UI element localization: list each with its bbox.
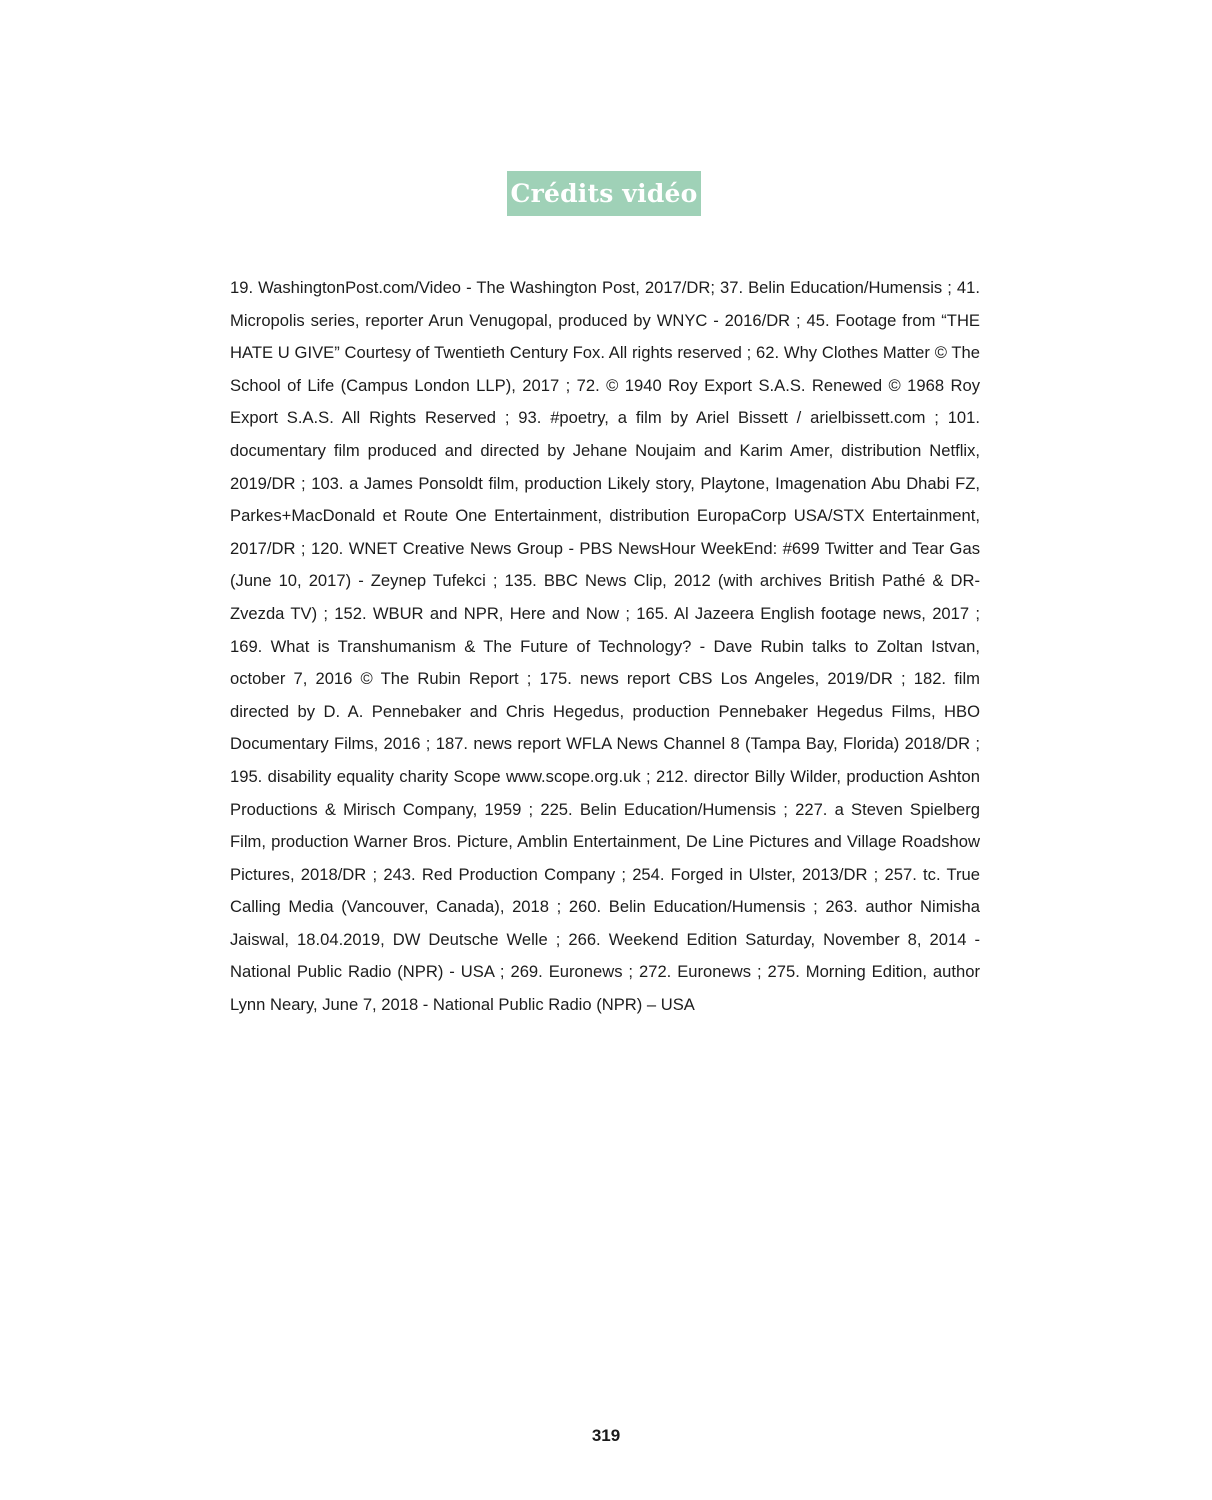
section-title-badge xyxy=(507,171,701,216)
section-title: Crédits vidéo xyxy=(510,179,698,208)
page-number: 319 xyxy=(591,1426,621,1445)
video-credits-paragraph: 19. WashingtonPost.com/Video - The Washington Post, 2017/DR; 37. Belin Education/Humensis ; 41. Micropolis series, reporter Arun Venugopal, produced by WNYC - 2016/DR ; 45. Footage from “THE HATE U GIVE” Courtesy of Twentieth Century Fox. All rights reserved ; 62. Why Clothes Matter © The School of Life (Campus London LLP), 2017 ; 72. © 1940 Roy Export S.A.S. Renewed © 1968 Roy Export S.A.S. All Rights Reserved ; 93. #poetry, a film by Ariel Bissett / arielbissett.com ; 101. documentary film produced and directed by Jehane Noujaim and Karim Amer, distribution Netflix, 2019/DR ; 103. a James Ponsoldt film, production Likely story, Playtone, Imagenation Abu Dhabi FZ, Parkes+MacDonald et Route One Entertainment, distribution EuropaCorp USA/STX Entertainment, 2017/DR ; 120. WNET Creative News Group - PBS NewsHour WeekEnd: #699 Twitter and Tear Gas (June 10, 2017) - Zeynep Tufekci ; 135. BBC News Clip, 2012 (with archives British Pathé & DR-Zvezda TV) ; 152. WBUR and NPR, Here and Now ; 165. Al Jazeera English footage news, 2017 ; 169. What is Transhumanism & The Future of Technology? - Dave Rubin talks to Zoltan Istvan, october 7, 2016 © The Rubin Report ; 175. news report CBS Los Angeles, 2019/DR ; 182. film directed by D. A. Pennebaker and Chris Hegedus, production Pennebaker Hegedus Films, HBO Documentary Films, 2016 ; 187. news report WFLA News Channel 8 (Tampa Bay, Florida) 2018/DR ; 195. disability equality charity Scope www.scope.org.uk ; 212. director Billy Wilder, production Ashton Productions & Mirisch Company, 1959 ; 225. Belin Education/Humensis ; 227. a Steven Spielberg Film, production Warner Bros. Picture, Amblin Entertainment, De Line Pictures and Village Roadshow Pictures, 2018/DR ; 243. Red Production Company ; 254. Forged in Ulster, 2013/DR ; 257. tc. True Calling Media (Vancouver, Canada), 2018 ; 260. Belin Education/Humensis ; 263. author Nimisha Jaiswal, 18.04.2019, DW Deutsche Welle ; 266. Weekend Edition Saturday, November 8, 2014 - National Public Radio (NPR) - USA ; 269. Euronews ; 272. Euronews ; 275. Morning Edition, author Lynn Neary, June 7, 2018 - National Public Radio (NPR) – USA xyxy=(230,278,980,1015)
